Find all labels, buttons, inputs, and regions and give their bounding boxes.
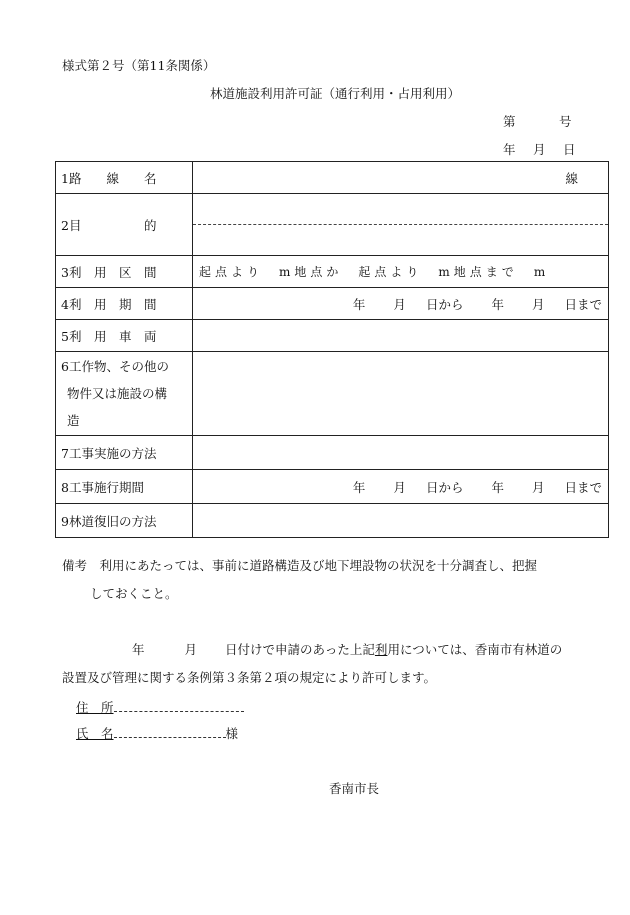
table-row-work-period bbox=[56, 470, 609, 504]
remarks-line-1: 備考 利用にあたっては、事前に道路構造及び地下埋設物の状況を十分調査し、把握 bbox=[62, 558, 538, 573]
use-period-value[interactable] bbox=[193, 288, 609, 320]
number-label-dai: 第 bbox=[503, 114, 516, 129]
period-start-year: 年 bbox=[352, 296, 366, 312]
table-row-work-method bbox=[56, 436, 609, 470]
name-field[interactable] bbox=[114, 725, 226, 738]
table-row-route bbox=[56, 162, 609, 194]
date-year-label: 年 bbox=[503, 142, 516, 157]
structure-label-line-2: 物件又は施設の構 bbox=[67, 386, 168, 401]
remarks-line-2: しておくこと。 bbox=[90, 586, 178, 601]
route-value[interactable]: 線 bbox=[193, 162, 609, 194]
statement-month: 月 bbox=[184, 642, 198, 657]
work-start-year: 年 bbox=[352, 479, 366, 495]
name-label: 氏 名 bbox=[76, 726, 114, 741]
section-end-from: 起点より bbox=[358, 265, 423, 279]
work-end-day: 日まで bbox=[564, 479, 602, 495]
work-end-month: 月 bbox=[531, 479, 545, 495]
date-month-label: 月 bbox=[533, 142, 546, 157]
issue-date bbox=[503, 140, 593, 158]
table-row-restoration bbox=[56, 504, 609, 538]
purpose-value[interactable] bbox=[193, 194, 609, 256]
restoration-label: 9林道復旧の方法 bbox=[56, 504, 193, 538]
permission-statement-line-1 bbox=[62, 640, 562, 658]
work-period-label: 8工事施行期間 bbox=[56, 470, 193, 504]
section-start-from: 起点より bbox=[199, 265, 264, 279]
statement-text-tail: 用については、香南市有林道の bbox=[387, 642, 563, 657]
table-row-section bbox=[56, 256, 609, 288]
section-end-point: m地点まで bbox=[438, 265, 518, 279]
document-number bbox=[503, 112, 572, 130]
permit-details-table bbox=[55, 161, 609, 538]
name-suffix: 様 bbox=[225, 726, 239, 741]
period-end-day: 日まで bbox=[564, 296, 602, 312]
recipient-address bbox=[76, 698, 244, 716]
statement-text: 日付けで申請のあった上記 bbox=[225, 642, 375, 657]
form-number: 様式第２号（第11条関係） bbox=[62, 58, 216, 73]
section-start-point: m地点か bbox=[279, 265, 343, 279]
purpose-line-2 bbox=[193, 225, 608, 255]
address-field[interactable] bbox=[114, 699, 244, 712]
document-title: 林道施設利用許可証（通行利用・占用利用） bbox=[209, 86, 460, 101]
vehicle-label: 5利 用 車 両 bbox=[56, 320, 193, 352]
period-start-day: 日から bbox=[425, 296, 464, 312]
structure-label bbox=[56, 352, 193, 436]
section-label: 3利 用 区 間 bbox=[56, 256, 193, 288]
work-method-value[interactable] bbox=[193, 436, 609, 470]
structure-label-line-3: 造 bbox=[67, 413, 80, 428]
period-end-year: 年 bbox=[491, 296, 504, 312]
structure-value[interactable] bbox=[193, 352, 609, 436]
structure-label-line-1: 6工作物、その他の bbox=[61, 359, 169, 374]
work-start-day: 日から bbox=[425, 479, 464, 495]
period-end-month: 月 bbox=[531, 296, 545, 312]
work-period-value[interactable] bbox=[193, 470, 609, 504]
restoration-value[interactable] bbox=[193, 504, 609, 538]
use-period-label: 4利 用 期 間 bbox=[56, 288, 193, 320]
recipient-name bbox=[76, 724, 238, 742]
work-start-month: 月 bbox=[393, 479, 406, 495]
route-label: 1路 線 名 bbox=[56, 162, 193, 194]
vehicle-value[interactable] bbox=[193, 320, 609, 352]
permission-statement-line-2: 設置及び管理に関する条例第３条第２項の規定により許可します。 bbox=[62, 670, 437, 685]
purpose-label: 2目 的 bbox=[56, 194, 193, 256]
section-value[interactable] bbox=[193, 256, 609, 288]
address-label: 住 所 bbox=[76, 700, 114, 715]
date-day-label: 日 bbox=[563, 142, 576, 157]
table-row-purpose bbox=[56, 194, 609, 256]
number-label-go: 号 bbox=[559, 114, 572, 129]
period-start-month: 月 bbox=[393, 296, 406, 312]
table-row-vehicle bbox=[56, 320, 609, 352]
section-length-unit: m bbox=[533, 265, 550, 279]
issuer-name: 香南市長 bbox=[329, 781, 380, 796]
statement-underlined-char: 利 bbox=[374, 642, 388, 657]
table-row-structure bbox=[56, 352, 609, 436]
table-row-use-period bbox=[56, 288, 609, 320]
work-end-year: 年 bbox=[491, 479, 504, 495]
work-method-label: 7工事実施の方法 bbox=[56, 436, 193, 470]
statement-year: 年 bbox=[132, 642, 145, 657]
purpose-line-1 bbox=[193, 194, 608, 225]
